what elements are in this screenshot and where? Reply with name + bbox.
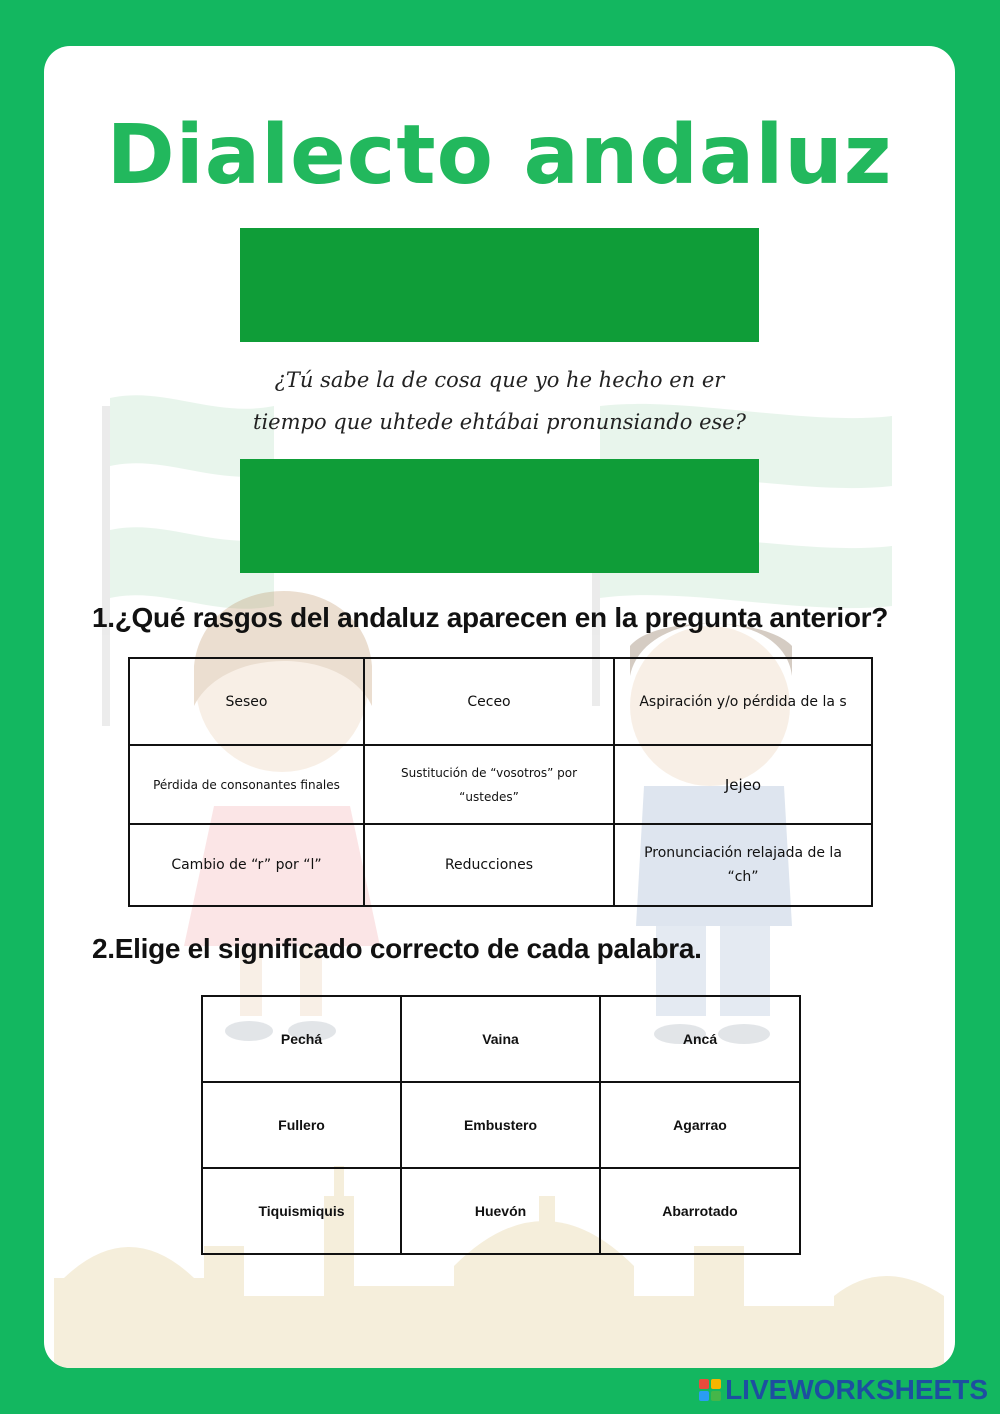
feature-option[interactable]: Cambio de “r” por “l” (129, 824, 364, 906)
feature-option[interactable]: Seseo (129, 658, 364, 745)
table-row (129, 745, 872, 824)
feature-option[interactable]: Aspiración y/o pérdida de la s (614, 658, 872, 745)
word-option[interactable]: Tiquismiquis (202, 1168, 401, 1254)
flag-top-stripe (240, 228, 759, 342)
word-option[interactable]: Pechá (202, 996, 401, 1082)
brand-name: LIVEWORKSHEETS (725, 1374, 988, 1405)
liveworksheets-mark-icon (699, 1379, 721, 1401)
table-row (129, 658, 872, 745)
flag-middle-stripe (240, 342, 759, 459)
feature-option[interactable]: Pérdida de consonantes finales (129, 745, 364, 824)
feature-option[interactable]: Pronunciación relajada de la “ch” (614, 824, 872, 906)
quote-line-2: tiempo que uhtede ehtábai pronunsiando ese? (253, 409, 746, 434)
feature-option[interactable]: Jejeo (614, 745, 872, 824)
table-row (202, 996, 800, 1082)
meanings-table (201, 995, 801, 1255)
feature-option[interactable]: Ceceo (364, 658, 614, 745)
table-row (202, 1168, 800, 1254)
word-option[interactable]: Huevón (401, 1168, 600, 1254)
features-table (128, 657, 873, 907)
page-title: Dialecto andaluz (106, 108, 893, 203)
andalusian-flag (240, 228, 759, 573)
worksheet-card (44, 46, 955, 1368)
feature-option[interactable]: Sustitución de “vosotros” por “ustedes” (364, 745, 614, 824)
table-row (202, 1082, 800, 1168)
question-1-heading: 1.¿Qué rasgos del andaluz aparecen en la pregunta anterior? (92, 602, 889, 633)
question-2-heading: 2.Elige el significado correcto de cada palabra. (92, 933, 702, 964)
word-option[interactable]: Ancá (600, 996, 800, 1082)
table-row (129, 824, 872, 906)
word-option[interactable]: Vaina (401, 996, 600, 1082)
word-option[interactable]: Fullero (202, 1082, 401, 1168)
liveworksheets-logo[interactable] (699, 1372, 988, 1408)
quote-line-1: ¿Tú sabe la de cosa que yo he hecho en er (274, 367, 725, 392)
word-option[interactable]: Embustero (401, 1082, 600, 1168)
feature-option[interactable]: Reducciones (364, 824, 614, 906)
word-option[interactable]: Agarrao (600, 1082, 800, 1168)
flag-bottom-stripe (240, 459, 759, 573)
word-option[interactable]: Abarrotado (600, 1168, 800, 1254)
